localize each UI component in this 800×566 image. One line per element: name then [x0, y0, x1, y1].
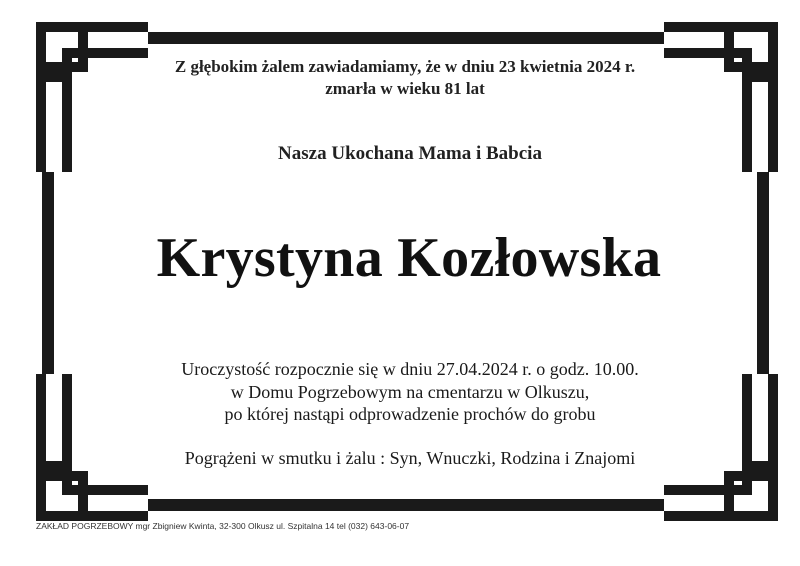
ceremony-line-3: po której nastąpi odprowadzenie prochów do grobu [224, 404, 596, 424]
ceremony-line-1: Uroczystość rozpocznie się w dniu 27.04.2024 r. o godz. 10.00. [181, 359, 639, 379]
border-top-bar [148, 32, 664, 44]
funeral-home-footer: ZAKŁAD POGRZEBOWY mgr Zbigniew Kwinta, 32-300 Olkusz ul. Szpitalna 14 tel (032) 643-06-07 [36, 521, 410, 531]
announcement-line-2: zmarła w wieku 81 lat [325, 79, 485, 98]
deceased-name: Krystyna Kozłowska [156, 227, 662, 289]
border-bottom-bar [148, 499, 664, 511]
mourners-line: Pogrążeni w smutku i żalu : Syn, Wnuczki, Rodzina i Znajomi [184, 448, 636, 468]
announcement-line-1: Z głębokim żalem zawiadamiamy, że w dniu 23 kwietnia 2024 r. [174, 57, 636, 76]
relation-intro: Nasza Ukochana Mama i Babcia [278, 143, 542, 164]
ceremony-line-2: w Domu Pogrzebowym na cmentarzu w Olkuszu, [230, 382, 590, 402]
